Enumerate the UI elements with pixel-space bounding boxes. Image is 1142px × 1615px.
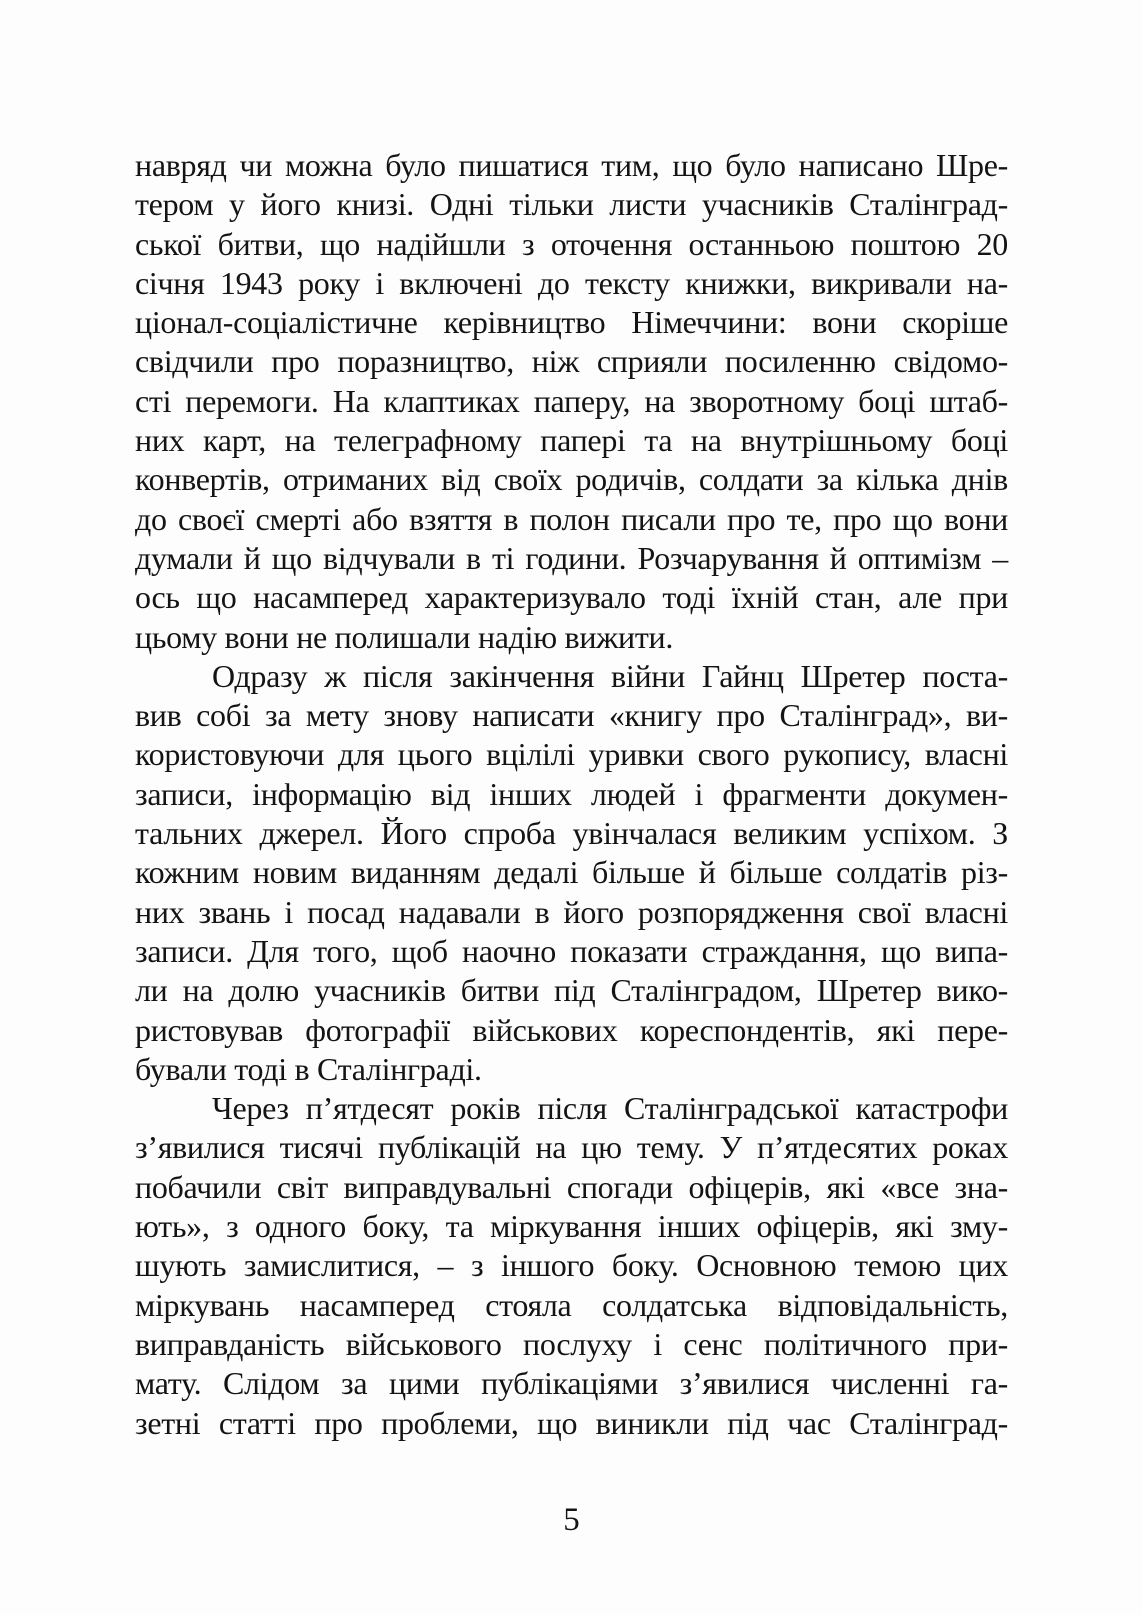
text-line: зетні статті про проблеми, що виникли під час Сталінград-: [135, 1404, 1008, 1441]
text-line: них звань і посад надавали в його розпорядження свої власні: [135, 893, 1008, 930]
text-line: ли на долю учасників битви під Сталінградом, Шретер вико-: [135, 972, 1008, 1009]
text-line: цьому вони не полишали надію вижити.: [135, 618, 674, 655]
page-number: 5: [563, 1502, 580, 1538]
text-line: навряд чи можна було пишатися тим, що було написано Шре-: [135, 147, 1008, 183]
text-line: записи. Для того, щоб наочно показати страждання, що випа-: [135, 932, 1008, 969]
text-line: до своєї смерті або взяття в полон писали про те, про що вони: [135, 500, 1008, 537]
text-line: побачили світ виправдувальні спогади офіцерів, які «все зна-: [135, 1168, 1008, 1205]
paragraph-3: [135, 1089, 1008, 1443]
text-line: конвертів, отриманих від своїх родичів, солдати за кілька днів: [135, 461, 1008, 498]
text-line: ської битви, що надійшли з оточення останньою поштою 20: [135, 225, 1008, 262]
text-line: мату. Слідом за цими публікаціями з’явилися численні га-: [135, 1365, 1008, 1402]
text-line: ось що насамперед характеризувало тоді їхній стан, але при: [135, 579, 1008, 616]
paragraph-2: [135, 657, 1008, 1089]
text-line: сті перемоги. На клаптиках паперу, на зворотному боці штаб-: [135, 382, 1008, 419]
text-line: з’явилися тисячі публікацій на цю тему. У п’ятдесятих роках: [135, 1129, 1008, 1166]
page-text-block: [135, 146, 1008, 1443]
text-line: тальних джерел. Його спроба увінчалася великим успіхом. З: [135, 815, 1008, 852]
text-line: ють», з одного боку, та міркування інших офіцерів, які зму-: [135, 1208, 1008, 1245]
text-line: кожним новим виданням дедалі більше й більше солдатів різ-: [135, 854, 1008, 891]
text-line: Через п’ятдесят років після Сталінградської катастрофи: [212, 1090, 1008, 1127]
text-line: бували тоді в Сталінграді.: [135, 1050, 482, 1087]
text-line: них карт, на телеграфному папері та на внутрішньому боці: [135, 422, 1008, 459]
text-line: користовуючи для цього вцілілі уривки свого рукопису, власні: [135, 736, 1008, 773]
text-line: січня 1943 року і включені до тексту книжки, викривали на-: [135, 264, 1008, 301]
text-line: тером у його книзі. Одні тільки листи учасників Сталінград-: [135, 186, 1008, 223]
text-line: ціонал-соціалістичне керівництво Німеччини: вони скоріше: [135, 304, 1008, 341]
text-line: записи, інформацію від інших людей і фрагменти докумен-: [135, 775, 1008, 812]
text-line: виправданість військового послуху і сенс політичного при-: [135, 1325, 1008, 1362]
text-line: свідчили про поразництво, ніж сприяли посиленню свідомо-: [135, 343, 1008, 380]
text-line: ристовував фотографії військових кореспондентів, які пере-: [135, 1011, 1008, 1048]
text-line: вив собі за мету знову написати «книгу про Сталінград», ви-: [135, 697, 1008, 734]
text-line: Одразу ж після закінчення війни Гайнц Шретер поста-: [212, 657, 1008, 694]
text-line: думали й що відчували в ті години. Розчарування й оптимізм –: [135, 539, 1008, 576]
text-line: міркувань насамперед стояла солдатська відповідальність,: [135, 1286, 1008, 1323]
text-line: шують замислитися, – з іншого боку. Основною темою цих: [135, 1247, 1008, 1284]
paragraph-1: [135, 146, 1008, 657]
